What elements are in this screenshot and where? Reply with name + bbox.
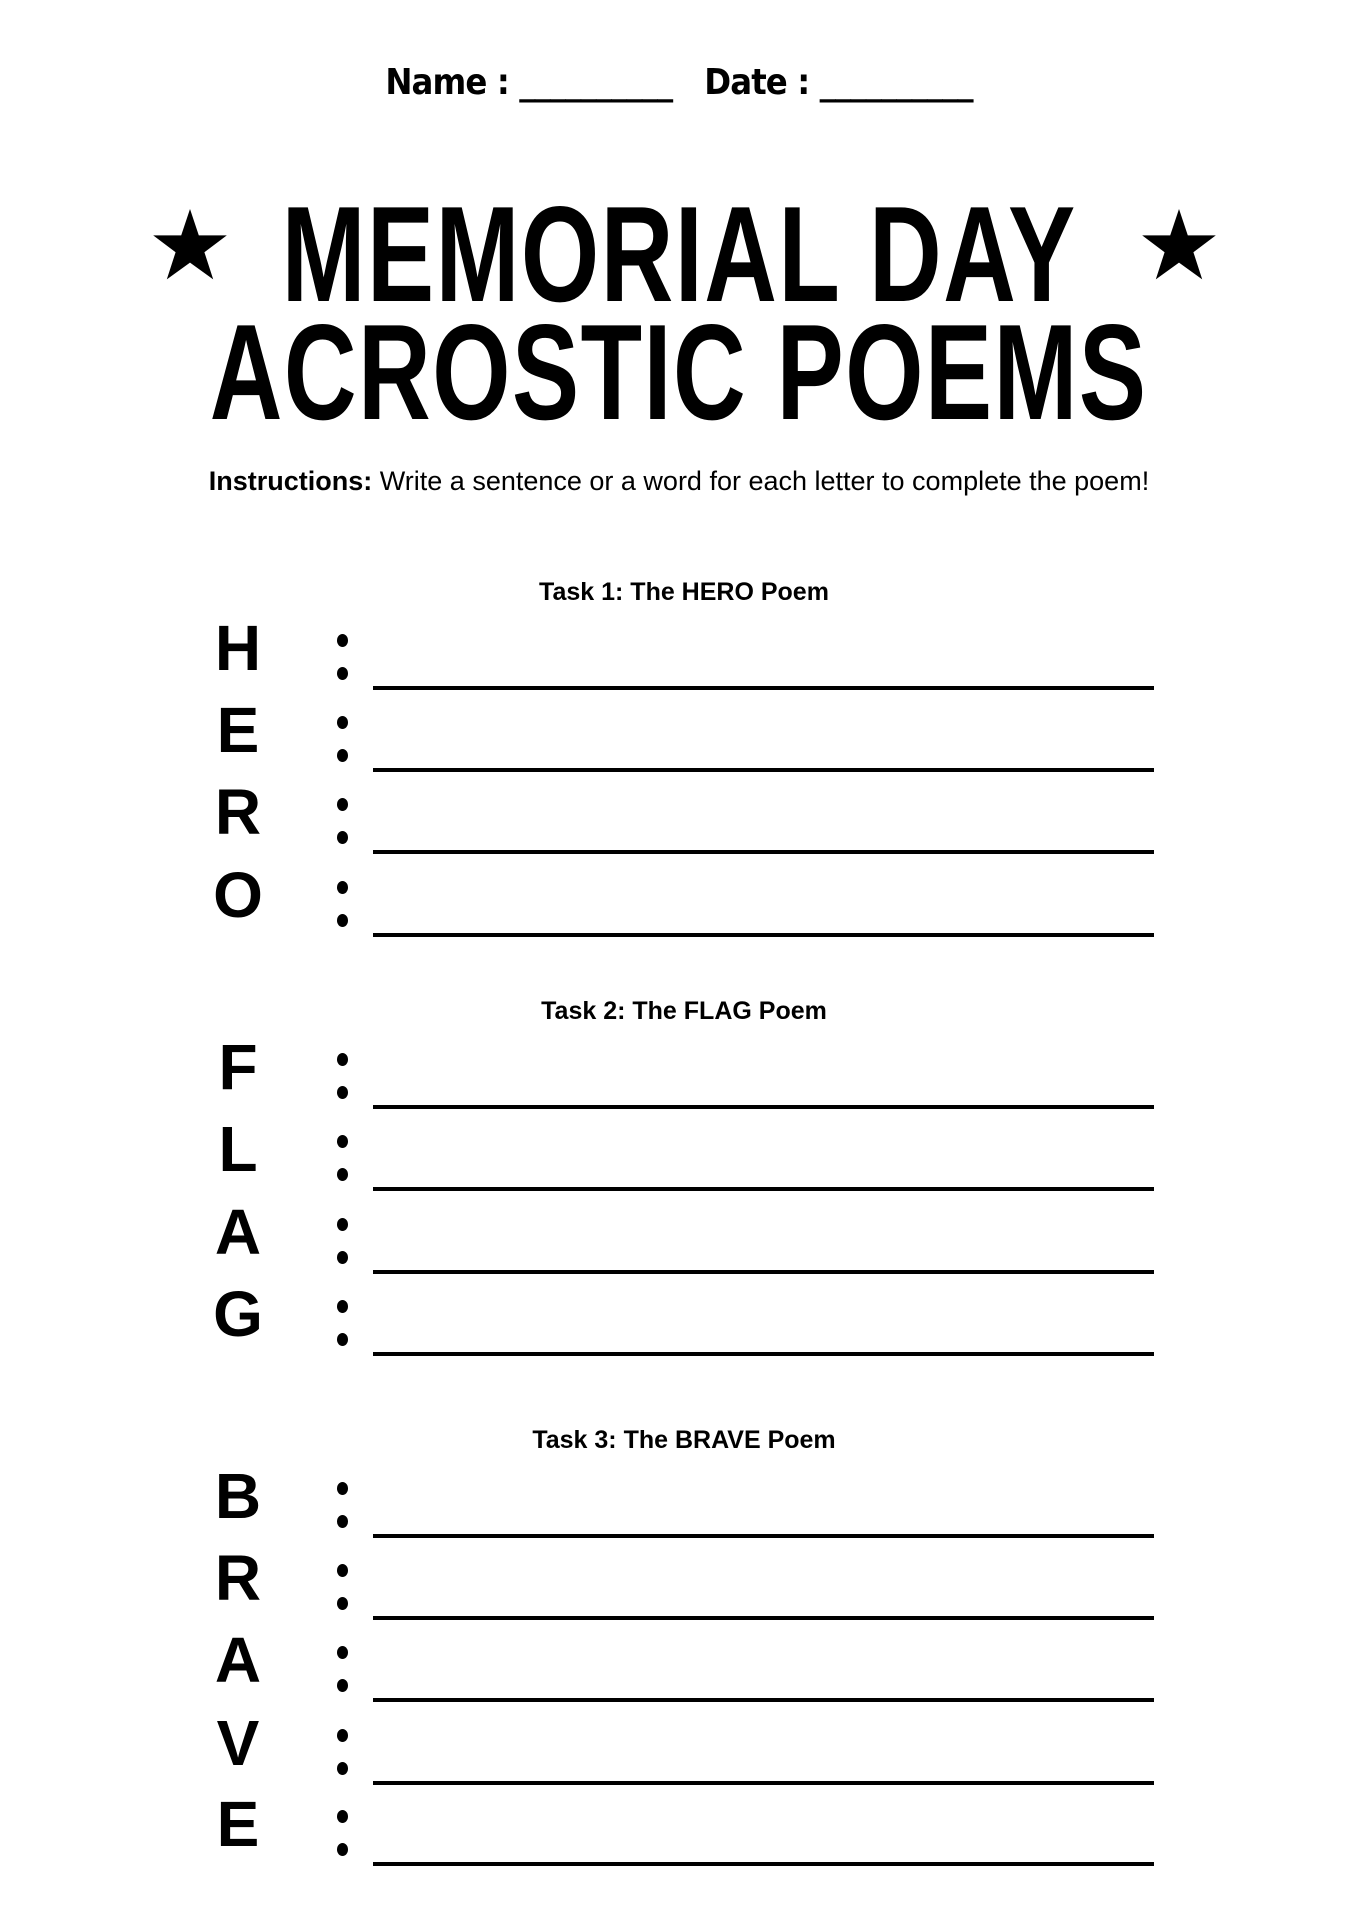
colon-separator (336, 1300, 350, 1346)
colon-separator (336, 1564, 350, 1610)
colon-separator (336, 798, 350, 844)
poem-line-row (0, 1109, 1358, 1191)
colon-separator (336, 1218, 350, 1264)
poem-line-row (0, 1027, 1358, 1109)
answer-line[interactable] (373, 850, 1154, 854)
poem-line-row (0, 1538, 1358, 1620)
acrostic-letter: F (218, 1031, 258, 1103)
task-title: Task 3: The BRAVE Poem (532, 1426, 836, 1454)
poem-line-row (0, 608, 1358, 690)
title-text: ACROSTIC POEMS (210, 296, 1148, 448)
instructions-text: Write a sentence or a word for each letter to complete the poem! (372, 466, 1150, 496)
task-title: Task 2: The FLAG Poem (541, 997, 827, 1025)
name-date-header (68, 62, 1290, 103)
colon-separator (336, 1053, 350, 1099)
poem-line-row (0, 1274, 1358, 1356)
acrostic-letter: L (218, 1113, 258, 1185)
poem-line-row (0, 1620, 1358, 1702)
acrostic-letter: E (216, 694, 260, 766)
colon-separator (336, 881, 350, 927)
colon-separator (336, 1482, 350, 1528)
answer-line[interactable] (373, 1698, 1154, 1702)
poem-line-row (0, 1703, 1358, 1785)
poem-line-row (0, 1784, 1358, 1866)
answer-line[interactable] (373, 933, 1154, 937)
instructions-label: Instructions: (208, 466, 373, 496)
date-field[interactable]: Date : __________ (704, 62, 973, 103)
acrostic-letter: R (214, 776, 262, 848)
acrostic-letter: E (216, 1788, 260, 1860)
poem-line-row (0, 1456, 1358, 1538)
colon-separator (336, 634, 350, 680)
acrostic-letter: O (213, 859, 263, 931)
acrostic-letter: A (214, 1624, 262, 1696)
poem-line-row (0, 1192, 1358, 1274)
name-field[interactable]: Name : __________ (385, 62, 673, 103)
page-title-line-2 (0, 296, 1358, 448)
instructions (0, 466, 1358, 497)
poem-line-row (0, 855, 1358, 937)
colon-separator (336, 716, 350, 762)
colon-separator (336, 1646, 350, 1692)
acrostic-letter: V (216, 1707, 260, 1779)
task-title: Task 1: The HERO Poem (539, 578, 829, 606)
answer-line[interactable] (373, 1187, 1154, 1191)
answer-line[interactable] (373, 1352, 1154, 1356)
colon-separator (336, 1729, 350, 1775)
colon-separator (336, 1135, 350, 1181)
poem-line-row (0, 772, 1358, 854)
poem-line-row (0, 690, 1358, 772)
answer-line[interactable] (373, 1862, 1154, 1866)
acrostic-letter: B (214, 1460, 262, 1532)
title-text: MEMORIAL DAY (281, 178, 1077, 330)
acrostic-letter: G (213, 1278, 263, 1350)
acrostic-letter: R (214, 1542, 262, 1614)
colon-separator (336, 1810, 350, 1856)
acrostic-letter: H (214, 612, 262, 684)
acrostic-letter: A (214, 1196, 262, 1268)
